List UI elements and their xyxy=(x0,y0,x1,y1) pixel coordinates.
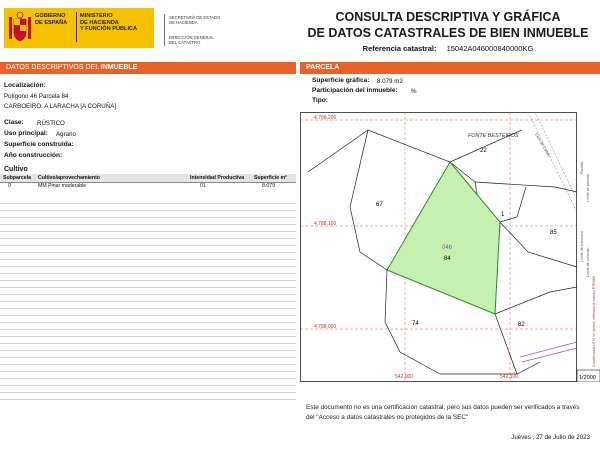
secretariat-line-2: DE HACIENDA xyxy=(169,20,198,25)
graphic-area-label: Superficie gráfica: xyxy=(312,77,370,84)
document-title xyxy=(300,9,596,41)
surface-cell: 8.079 xyxy=(262,183,275,189)
ministry-line-1: MINISTERIO xyxy=(80,13,113,19)
graphic-area-value: 8.079 m2 xyxy=(377,77,403,85)
parcel-1-label: 1 xyxy=(501,212,505,218)
parcel-67-label: 67 xyxy=(376,202,383,208)
subparcel-header: Subparcela xyxy=(3,175,31,181)
verification-notice: Este documento no es una certificación catastral, pero sus datos pueden ser verificados a través del "Acceso a datos catastrales no protegidos de la SEC" xyxy=(306,404,580,421)
ministry-line-3: Y FUNCIÓN PÚBLICA xyxy=(80,26,138,33)
legend-parcel: Parcela xyxy=(580,161,584,174)
document-date: Jueves , 27 de Julio de 2023 xyxy=(511,434,590,441)
utm-note: Coordenadas UTM, en metros, referidas al sistema ETRS89 xyxy=(592,276,596,367)
parcel-85-label: 85 xyxy=(550,230,557,236)
descriptive-data-strong: INMUEBLE xyxy=(100,64,138,71)
intensity-cell: 01 xyxy=(200,183,206,189)
main-use-value: Agrario xyxy=(56,130,76,138)
parcel-82-label: 82 xyxy=(518,322,525,328)
title-line-1: CONSULTA DESCRIPTIVA Y GRÁFICA xyxy=(335,10,561,24)
title-line-2: DE DATOS CATASTRALES DE BIEN INMUEBLE xyxy=(307,26,589,40)
coord-x2-label: 542.100 xyxy=(500,374,519,380)
scale-label: 1/2000 xyxy=(579,375,596,381)
legend-parcel-limit: Límite de parcela xyxy=(586,174,590,202)
secretariat-line-1: SECRETARÍA DE ESTADO xyxy=(169,15,221,20)
participation-value: % xyxy=(411,87,417,95)
coat-of-arms-icon xyxy=(7,11,33,45)
class-label: Clase: xyxy=(4,119,24,126)
main-use-label: Uso principal: xyxy=(4,130,48,137)
place-name-label: FONTE BESTEIROS xyxy=(468,133,519,139)
descriptive-data-prefix: DATOS DESCRIPTIVOS DEL xyxy=(6,64,101,71)
gov-line-2: DE ESPAÑA xyxy=(35,19,68,26)
parcel-22-label: 22 xyxy=(480,148,487,154)
parcel-84-code-label: 046 xyxy=(442,245,453,251)
subparcel-cell: 0 xyxy=(8,183,11,189)
cadastral-reference-label: Referencia catastral: xyxy=(362,44,437,53)
coord-y1-label: 4.788.200 xyxy=(314,115,337,121)
empty-table-lines xyxy=(0,197,296,401)
legend-block-limit: Límite de manzana xyxy=(580,231,584,262)
crop-table xyxy=(0,174,296,190)
participation-label: Participación del inmueble: xyxy=(312,87,398,94)
map-legend xyxy=(580,162,596,367)
ministry-name xyxy=(80,13,152,33)
ministry-line-2: DE HACIENDA xyxy=(80,19,119,26)
construction-year-label: Año construcción: xyxy=(4,152,63,159)
descriptive-data-header xyxy=(0,62,296,74)
legend-zone-limit: Límite de zona de ... xyxy=(586,244,590,277)
secretariat-name xyxy=(169,15,229,25)
class-value: RÚSTICO xyxy=(37,119,65,127)
table-row xyxy=(0,183,296,190)
crop-cell: MM Pinar maderable xyxy=(38,183,87,189)
directorate-line-1: DIRECCIÓN GENERAL xyxy=(169,35,214,40)
type-label: Tipo: xyxy=(312,97,328,104)
government-logo-block xyxy=(4,8,294,48)
government-logo-panel xyxy=(4,8,154,48)
directorate-name xyxy=(169,35,229,45)
gov-line-1: GOBIERNO xyxy=(35,13,66,19)
location-line-1: Polígono 46 Parcela 84 xyxy=(4,93,69,100)
coord-y3-label: 4.788.000 xyxy=(314,324,337,330)
surface-header: Superficie m² xyxy=(254,175,287,181)
cadastral-reference-value: 15042A046000840000KG xyxy=(446,44,534,53)
logo-divider xyxy=(76,12,77,42)
location-line-2: CARBOEIRO. A LARACHA [A CORUÑA] xyxy=(4,103,117,110)
parcel-map xyxy=(300,112,600,382)
intensity-header: Intensidad Productiva xyxy=(190,175,245,181)
parcel-84-label: 84 xyxy=(444,256,451,262)
coord-x1-label: 542.000 xyxy=(395,374,414,380)
built-surface-label: Superficie construida: xyxy=(4,141,74,148)
government-name xyxy=(35,13,67,26)
cadastral-reference xyxy=(300,44,596,53)
parcel-74-label: 74 xyxy=(412,321,419,327)
crop-table-header xyxy=(0,174,296,183)
parcel-section-title: PARCELA xyxy=(306,64,340,71)
coord-y2-label: 4.788.100 xyxy=(314,221,337,227)
location-label: Localización: xyxy=(4,82,46,89)
parcel-section-header xyxy=(300,62,600,74)
road-label: Cami do Cortés xyxy=(534,132,551,158)
crop-header: Cultivo/aprovechamiento xyxy=(38,175,100,181)
secretariat-divider xyxy=(164,14,165,46)
directorate-line-2: DEL CATASTRO xyxy=(169,40,201,45)
crop-section-title: Cultivo xyxy=(4,166,28,173)
